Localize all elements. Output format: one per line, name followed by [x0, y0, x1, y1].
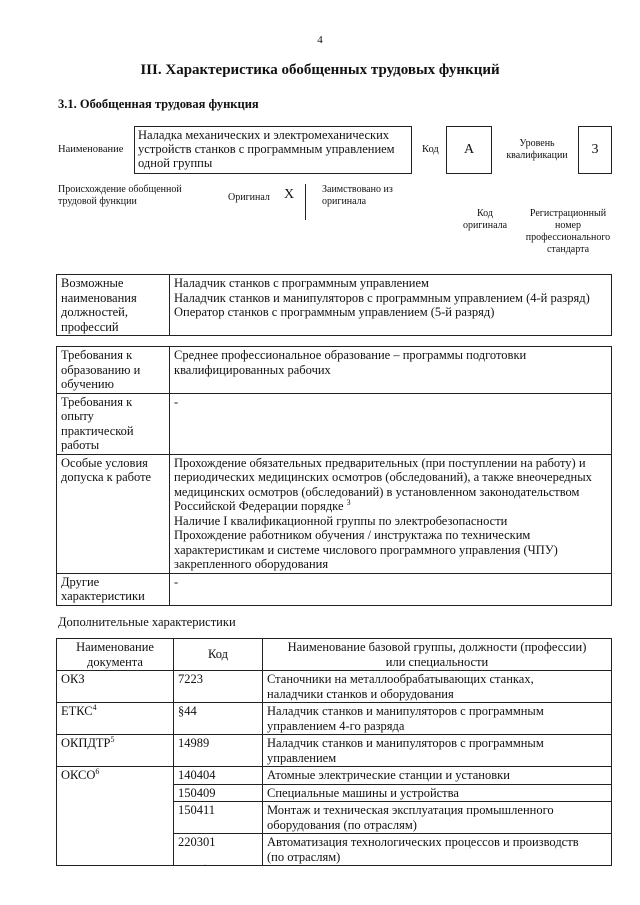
doc-cell: ОКЗ: [57, 671, 174, 703]
requirement-label: Особые условия допуска к работе: [57, 454, 170, 573]
requirement-value: Среднее профессиональное образование – программы подготовки квалифицированных рабочих: [170, 347, 612, 394]
requirement-label: Требования к образованию и обучению: [57, 347, 170, 394]
table-header-row: [57, 639, 612, 671]
positions-table: [56, 274, 612, 336]
table-row: [57, 735, 612, 767]
position-item: Оператор станков с программным управлением (5-й разряд): [174, 305, 495, 319]
name-cell: Специальные машины и устройства: [263, 784, 612, 802]
original-mark: X: [284, 187, 295, 202]
bottom-mark: .: [204, 858, 207, 869]
subsection-title: 3.1. Обобщенная трудовая функция: [58, 97, 259, 111]
additional-title: Дополнительные характеристики: [58, 615, 236, 629]
requirement-value: Прохождение обязательных предварительных (при поступлении на работу) и периодических медицинских осмотров (обследований), а также внеочередных медицинских осмотров (обследований) в установленном законодательством Российской Федерации порядке $^3$ Наличие I квалификационной группы по электробезопасности Прохождение работником обучения / инструктажа по техническим характеристикам и системе числового программного управления (ЧПУ) закрепленного оборудования: [170, 454, 612, 573]
code-cell: 140404: [174, 767, 263, 785]
requirement-row: [57, 573, 612, 605]
header-name: Наименование базовой группы, должности (профессии) или специальности: [263, 639, 612, 671]
table-row: [57, 671, 612, 703]
requirement-row: [57, 393, 612, 454]
code-cell: 150409: [174, 784, 263, 802]
requirement-label: Другие характеристики: [57, 573, 170, 605]
requirement-row: [57, 347, 612, 394]
position-item: Наладчик станков и манипуляторов с программным управлением (4-й разряд): [174, 290, 590, 305]
borrowed-label: Заимствовано из оригинала: [322, 184, 393, 207]
requirement-value: -: [170, 573, 612, 605]
name-cell: Монтаж и техническая эксплуатация промышленного оборудования (по отраслям): [263, 802, 612, 834]
requirement-row: [57, 454, 612, 573]
code-label: Код: [422, 144, 439, 155]
origin-label: Происхождение обобщенной трудовой функции: [58, 184, 182, 207]
position-item: Наладчик станков с программным управлением: [174, 276, 429, 290]
function-name-line: устройств станков с программным управлением: [138, 142, 395, 156]
additional-table: [56, 638, 612, 866]
level-label: Уровень квалификации: [506, 138, 568, 161]
code-original-label: Код оригинала: [462, 208, 508, 231]
reg-number-label: Регистрационный номер профессионального стандарта: [525, 208, 611, 255]
name-label: Наименование: [58, 144, 124, 155]
table-row: [57, 703, 612, 735]
code-cell: 220301: [174, 834, 263, 866]
positions-label: Возможные наименования должностей, профессий: [57, 275, 170, 336]
name-cell: Атомные электрические станции и установки: [263, 767, 612, 785]
doc-cell: ОКПДТР$^5$: [57, 735, 174, 767]
requirement-label: Требования к опыту практической работы: [57, 393, 170, 454]
function-name-box: [134, 126, 412, 174]
header-code: Код: [174, 639, 263, 671]
level-value: 3: [578, 126, 612, 174]
function-name-line: одной группы: [138, 156, 213, 170]
name-cell: Автоматизация технологических процессов и производств (по отраслям): [263, 834, 612, 866]
function-name-line: Наладка механических и электромеханических: [138, 128, 390, 142]
code-cell: §44: [174, 703, 263, 735]
footnote-mark: 3: [346, 497, 351, 507]
requirements-table: [56, 346, 612, 606]
name-cell: Станочники на металлообрабатывающих станках, наладчики станков и оборудования: [263, 671, 612, 703]
original-label: Оригинал: [228, 192, 270, 203]
table-row: [57, 767, 612, 785]
code-cell: 150411: [174, 802, 263, 834]
name-cell: Наладчик станков и манипуляторов с программным управлением: [263, 735, 612, 767]
code-cell: 14989: [174, 735, 263, 767]
header-doc: Наименование документа: [57, 639, 174, 671]
positions-values: [170, 275, 612, 336]
divider: [305, 184, 306, 220]
code-value: A: [446, 126, 492, 174]
doc-cell: ОКСО$^6$: [57, 767, 174, 866]
section-title: III. Характеристика обобщенных трудовых функций: [140, 62, 500, 78]
name-cell: Наладчик станков и манипуляторов с программным управлением 4-го разряда: [263, 703, 612, 735]
code-cell: 7223: [174, 671, 263, 703]
doc-cell: ЕТКС$^4$: [57, 703, 174, 735]
requirement-value: -: [170, 393, 612, 454]
page-number: 4: [317, 34, 323, 46]
